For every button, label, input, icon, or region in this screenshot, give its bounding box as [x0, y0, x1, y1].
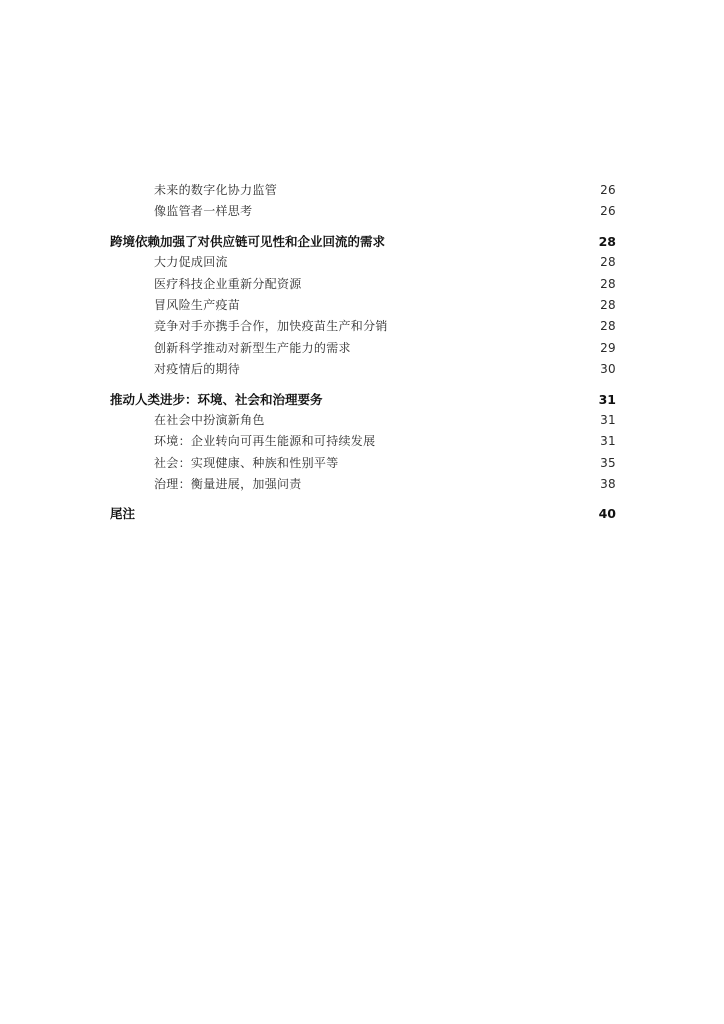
toc-entry[interactable]: [110, 316, 616, 337]
toc-entry[interactable]: [110, 474, 616, 495]
toc-entry[interactable]: [110, 338, 616, 359]
toc-entry-title: 大力促成回流: [154, 255, 228, 270]
toc-section-page: 28: [598, 233, 616, 249]
toc-entry-title: 治理：衡量进展，加强问责: [154, 477, 302, 492]
toc-entry[interactable]: [110, 274, 616, 295]
table-of-contents: [110, 180, 616, 525]
toc-entry-title: 像监管者一样思考: [154, 204, 253, 219]
toc-group: [110, 503, 616, 524]
toc-entry-title: 对疫情后的期待: [154, 362, 241, 377]
toc-group: [110, 389, 616, 496]
toc-entry-title: 社会：实现健康、种族和性别平等: [154, 455, 339, 470]
toc-entry-title: 创新科学推动对新型生产能力的需求: [154, 340, 351, 355]
toc-entry[interactable]: [110, 359, 616, 380]
toc-entry-page: 26: [600, 204, 616, 219]
toc-group: [110, 231, 616, 381]
toc-entry[interactable]: [110, 180, 616, 201]
toc-entry[interactable]: [110, 201, 616, 222]
toc-section-heading[interactable]: [110, 231, 616, 252]
toc-entry-title: 冒风险生产疫苗: [154, 297, 241, 312]
toc-entry[interactable]: [110, 410, 616, 431]
toc-entry-page: 31: [600, 412, 616, 427]
toc-section-title: 跨境依赖加强了对供应链可见性和企业回流的需求: [110, 233, 386, 249]
toc-entry[interactable]: [110, 295, 616, 316]
toc-section-title: 尾注: [110, 506, 136, 522]
toc-entry-page: 28: [600, 255, 616, 270]
toc-entry[interactable]: [110, 453, 616, 474]
toc-section-heading[interactable]: [110, 503, 616, 524]
toc-entry-page: 31: [600, 434, 616, 449]
toc-group: [110, 180, 616, 223]
toc-entry-title: 未来的数字化协力监管: [154, 183, 278, 197]
toc-section-title: 推动人类进步：环境、社会和治理要务: [110, 391, 323, 407]
toc-entry-title: 竞争对手亦携手合作，加快疫苗生产和分销: [154, 319, 388, 334]
toc-entry-page: 35: [600, 455, 616, 470]
toc-entry-page: 38: [600, 477, 616, 492]
toc-entry-page: 29: [600, 340, 616, 355]
toc-entry-page: 28: [600, 319, 616, 334]
toc-entry-title: 医疗科技企业重新分配资源: [154, 276, 302, 291]
toc-entry-title: 环境：企业转向可再生能源和可持续发展: [154, 434, 376, 449]
toc-entry-page: 26: [600, 183, 616, 197]
toc-entry-page: 28: [600, 297, 616, 312]
toc-entry-title: 在社会中扮演新角色: [154, 412, 265, 427]
toc-entry-page: 28: [600, 276, 616, 291]
toc-section-heading[interactable]: [110, 389, 616, 410]
toc-entry-page: 30: [600, 362, 616, 377]
toc-entry[interactable]: [110, 252, 616, 273]
toc-section-page: 40: [598, 506, 616, 522]
toc-section-page: 31: [598, 391, 616, 407]
toc-entry[interactable]: [110, 431, 616, 452]
